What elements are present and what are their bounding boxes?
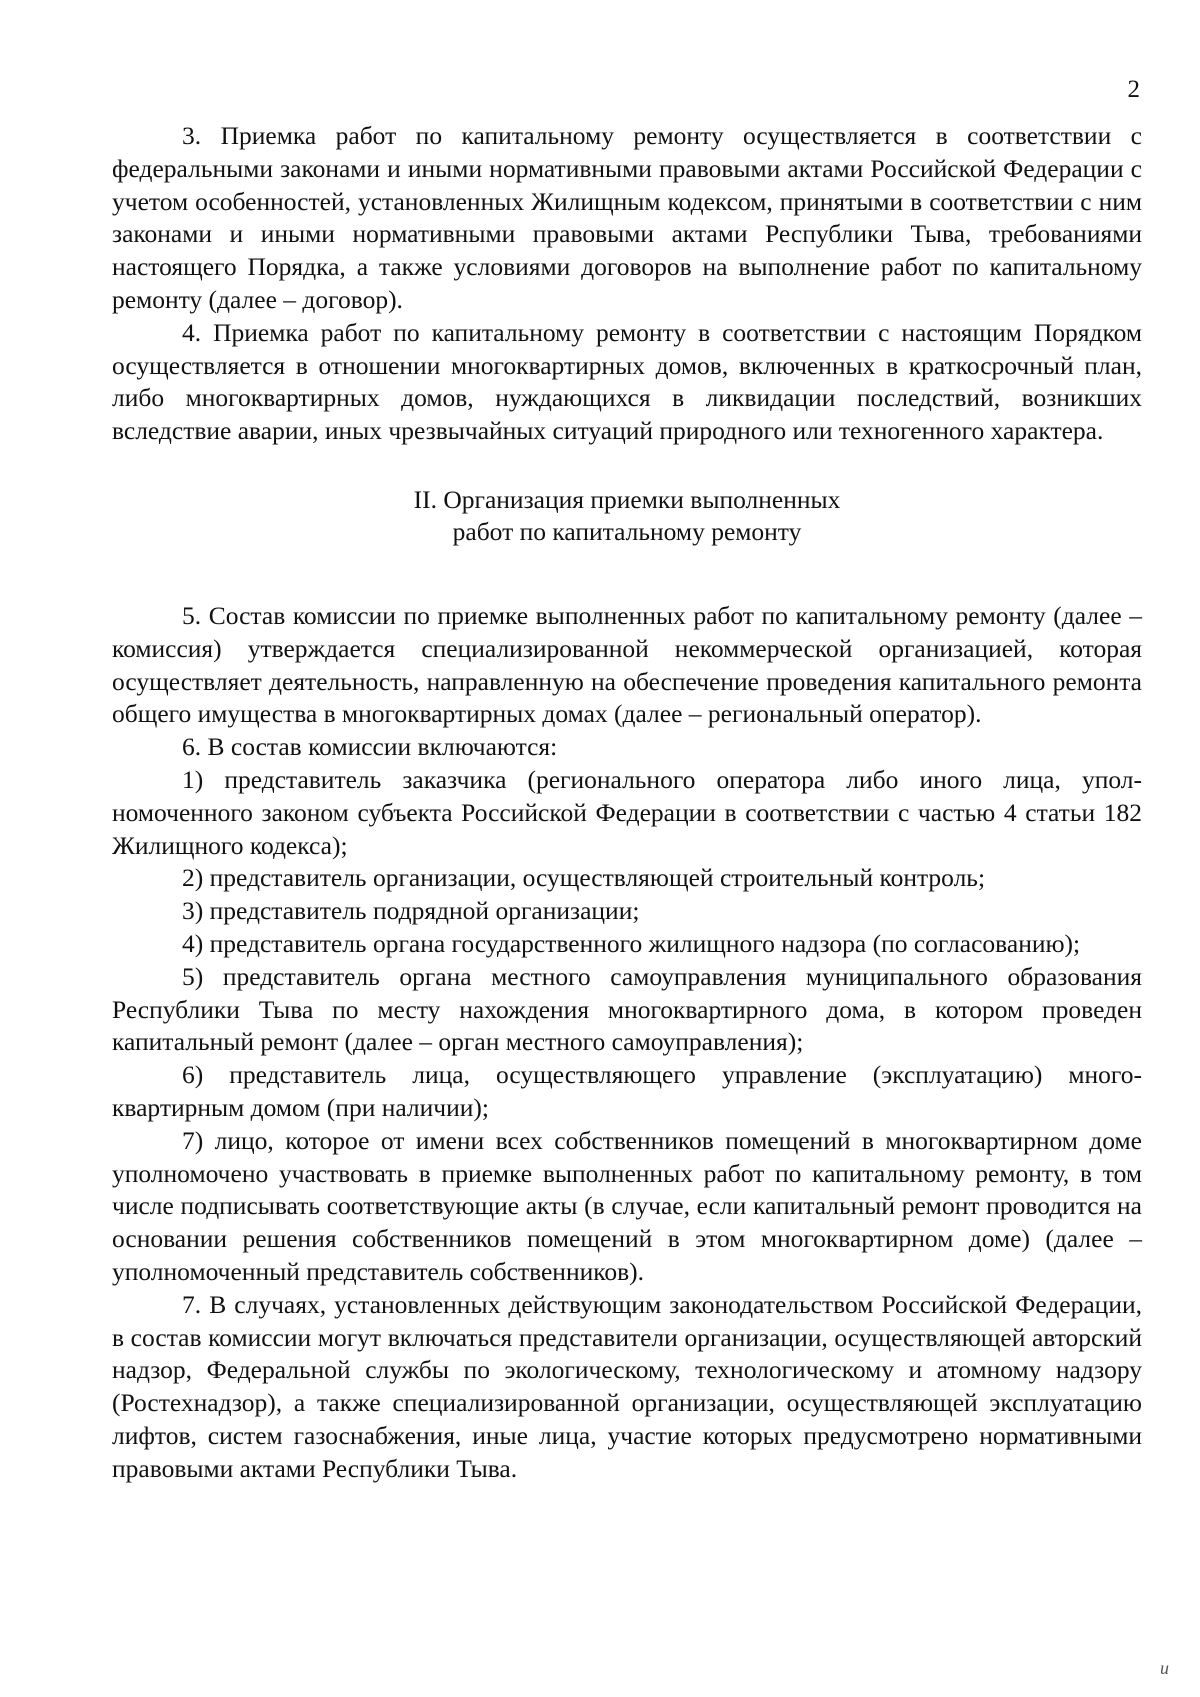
corner-mark: и — [1160, 1658, 1169, 1678]
list-item-4: 4) представитель органа государственного жилищного надзора (по согласованию); — [182, 928, 1081, 958]
paragraph-4: 4. Приемка работ по капитальному ремонту в соответствии с настоящим Порядком осуществляется в отношении многоквартирных домов, включенных в краткосрочный план, либо многоквартирных домов, нуждающихся в ликвидации последствий, возникших вследствие аварии, иных чрезвычайных ситуаций природного или техногенного характера. — [112, 317, 1142, 446]
section-heading — [112, 484, 1142, 548]
document-body — [112, 120, 1142, 1485]
paragraph-7: 7. В случаях, установленных действующим законодательством Российской Федерации, в состав комиссии могут включаться представители организации, осуществляющей авторский надзор, Федеральной службы по экологическому, технологическому и атомному надзору (Ростехнадзор), а также специализированной организации, осуществляющей эксплуатацию лифтов, систем газоснабжения, иные лица, участие которых предусмотрено нормативными правовыми актами Республики Тыва. — [112, 1289, 1142, 1483]
paragraph-6: 6. В состав комиссии включаются: — [182, 732, 558, 762]
paragraph-3: 3. Приемка работ по капитальному ремонту осуществляется в соответствии с федеральными законами и иными нормативными правовыми актами Российской Федерации с учетом особенностей, установленных Жилищным кодексом, принятыми в соответствии с ним законами и иными нормативными правовыми актами Республики Тыва, требованиями настоящего Порядка, а также условиями договоров на выполнение работ по капитальному ремонту (далее – договор). — [112, 121, 1142, 314]
list-item-6: 6) представитель лица, осуществляющего управление (эксплуатацию) многоквартирным домом (при наличии); — [112, 1060, 1142, 1122]
list-item-3: 3) представитель подрядной организации; — [182, 896, 640, 926]
list-item-5: 5) представитель органа местного самоуправления муниципального образования Республики Тыва по месту нахождения многоквартирного дома, в котором проведен капитальный ремонт (далее – орган местного самоуправления); — [112, 961, 1142, 1057]
paragraph-5: 5. Состав комиссии по приемке выполненных работ по капитальному ремонту (далее – комиссия) утверждается специализированной некоммерческой организацией, которая осуществляет деятельность, направленную на обеспечение проведения капитального ремонта общего имущества в многоквартирных домах (далее – региональный оператор). — [112, 600, 1142, 729]
section-heading-line-2: работ по капитальному ремонту — [452, 516, 802, 546]
section-heading-line-1: II. Организация приемки выполненных — [413, 484, 841, 514]
page-number: 2 — [1127, 76, 1140, 103]
list-item-7: 7) лицо, которое от имени всех собственников помещений в многоквартирном доме уполномочено участвовать в приемке выполненных работ по капитальному ремонту, в том числе подписывать соответствующие акты (в случае, если капитальный ремонт проводится на основании решения собственников помещений в этом многоквартирном доме) (далее – уполномоченный представитель собственников). — [112, 1125, 1142, 1286]
list-item-2: 2) представитель организации, осуществляющей строительный контроль; — [182, 863, 986, 893]
list-item-1: 1) представитель заказчика (регионального оператора либо иного лица, уполномоченного законом субъекта Российской Федерации в соответствии с частью 4 статьи 182 Жилищного кодекса); — [112, 764, 1142, 860]
